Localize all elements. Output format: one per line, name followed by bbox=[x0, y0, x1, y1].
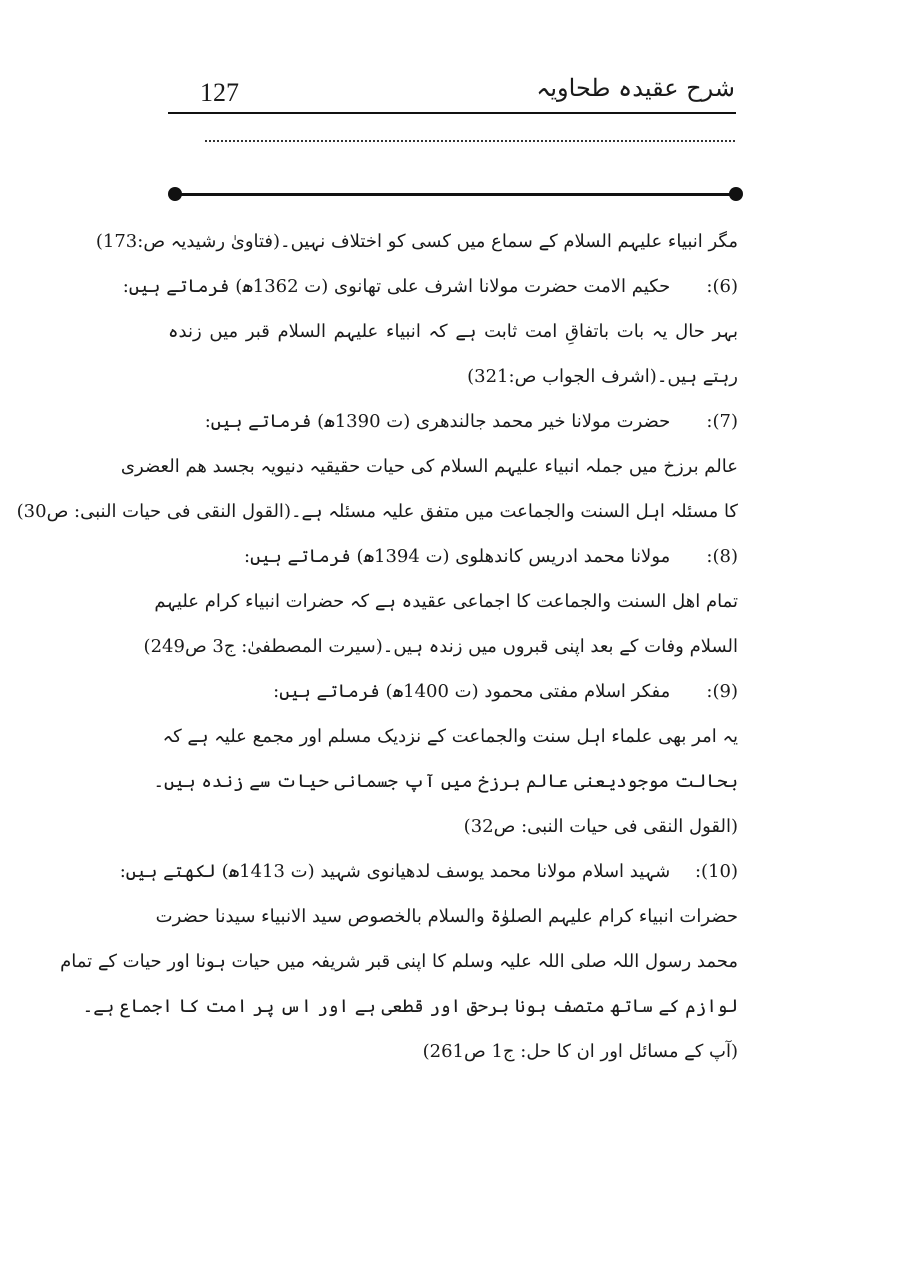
text-line bbox=[168, 315, 738, 360]
page-number: 127 bbox=[200, 78, 239, 107]
line-text: لوازم کے ساتھ متصف ہونا برحق اور قطعی ہے اور اس پر امت کا اجماع ہے۔ bbox=[82, 996, 738, 1017]
line-text: مگر انبیاء علیہم السلام کے سماع میں کسی کو اختلاف نہیں۔(فتاویٰ رشیدیہ ص:173) bbox=[95, 231, 738, 252]
quote-heading bbox=[168, 405, 738, 450]
line-text: کا مسئلہ اہل السنت والجماعت میں متفق علیہ مسئلہ ہے۔(القول النقی فی حیات النبی: ص30) bbox=[16, 501, 738, 522]
body-text bbox=[16, 225, 739, 1080]
line-text: حضرت مولانا خیر محمد جالندھری (ت 1390ھ) فرماتے ہیں: bbox=[204, 411, 671, 432]
quote-heading bbox=[122, 270, 738, 315]
header-rule bbox=[168, 112, 736, 114]
text-line bbox=[82, 990, 738, 1035]
line-text: عالم برزخ میں جملہ انبیاء علیہم السلام کی حیات حقیقیہ دنیویہ بجسد ھم العضری bbox=[120, 456, 738, 477]
text-line bbox=[154, 585, 738, 630]
text-line bbox=[153, 765, 738, 810]
ornament-rule bbox=[176, 193, 735, 196]
dotted-separator bbox=[205, 140, 735, 142]
quote-number: (9): bbox=[706, 681, 738, 702]
text-line bbox=[155, 900, 738, 945]
line-text: مفکر اسلام مفتی محمود (ت 1400ھ) فرماتے ہیں: bbox=[273, 681, 671, 702]
line-text: یہ امر بھی علماء اہل سنت والجماعت کے نزدیک مسلم اور مجمع علیہ ہے کہ bbox=[162, 726, 738, 747]
line-text: بہر حال یہ بات باتفاقِ امت ثابت ہے کہ انبیاء علیہم السلام قبر میں زندہ bbox=[168, 321, 739, 342]
quote-number: (7): bbox=[706, 411, 738, 432]
line-text: تمام اھل السنت والجماعت کا اجماعی عقیدہ ہے کہ حضرات انبیاء کرام علیہم bbox=[154, 591, 738, 612]
text-line bbox=[162, 720, 738, 765]
quote-number: (8): bbox=[706, 546, 738, 567]
line-text: مولانا محمد ادریس کاندھلوی (ت 1394ھ) فرماتے ہیں: bbox=[244, 546, 671, 567]
quote-heading bbox=[168, 540, 738, 585]
text-line bbox=[168, 360, 738, 405]
text-line bbox=[168, 810, 738, 855]
text-line bbox=[143, 630, 738, 675]
line-text: شہید اسلام مولانا محمد یوسف لدھیانوی شہید (ت 1413ھ) لکھتے ہیں: bbox=[119, 861, 671, 882]
line-text: محمد رسول اللہ صلی اللہ علیہ وسلم کا اپنی قبر شریفہ میں حیات ہونا اور حیات کے تمام bbox=[60, 951, 738, 972]
text-line bbox=[95, 225, 738, 270]
line-text: رہتے ہیں۔(اشرف الجواب ص:321) bbox=[467, 366, 738, 387]
quote-heading bbox=[168, 675, 738, 720]
text-line bbox=[168, 1035, 738, 1080]
quote-number: (6): bbox=[706, 276, 738, 297]
quote-number: (10): bbox=[694, 861, 738, 882]
text-line bbox=[120, 450, 738, 495]
line-text: (آپ کے مسائل اور ان کا حل: ج1 ص261) bbox=[422, 1041, 738, 1062]
book-title: شرح عقیدہ طحاویہ bbox=[536, 74, 735, 102]
line-text: السلام وفات کے بعد اپنی قبروں میں زندہ ہیں۔(سیرت المصطفیٰ: ج3 ص249) bbox=[143, 636, 738, 657]
line-text: (القول النقی فی حیات النبی: ص32) bbox=[463, 816, 738, 837]
line-text: حضرات انبیاء کرام علیہم الصلوٰۃ والسلام بالخصوص سید الانبیاء سیدنا حضرت bbox=[155, 906, 738, 927]
line-text: حکیم الامت حضرت مولانا اشرف علی تھانوی (ت 1362ھ) فرماتے ہیں: bbox=[122, 276, 671, 297]
ornament-dot-right bbox=[729, 187, 743, 201]
quote-heading bbox=[119, 855, 738, 900]
line-text: بحالت موجودیعنی عالم برزخ میں آپ جسمانی حیات سے زندہ ہیں۔ bbox=[153, 771, 738, 792]
text-line bbox=[60, 945, 738, 990]
text-line bbox=[16, 495, 738, 540]
